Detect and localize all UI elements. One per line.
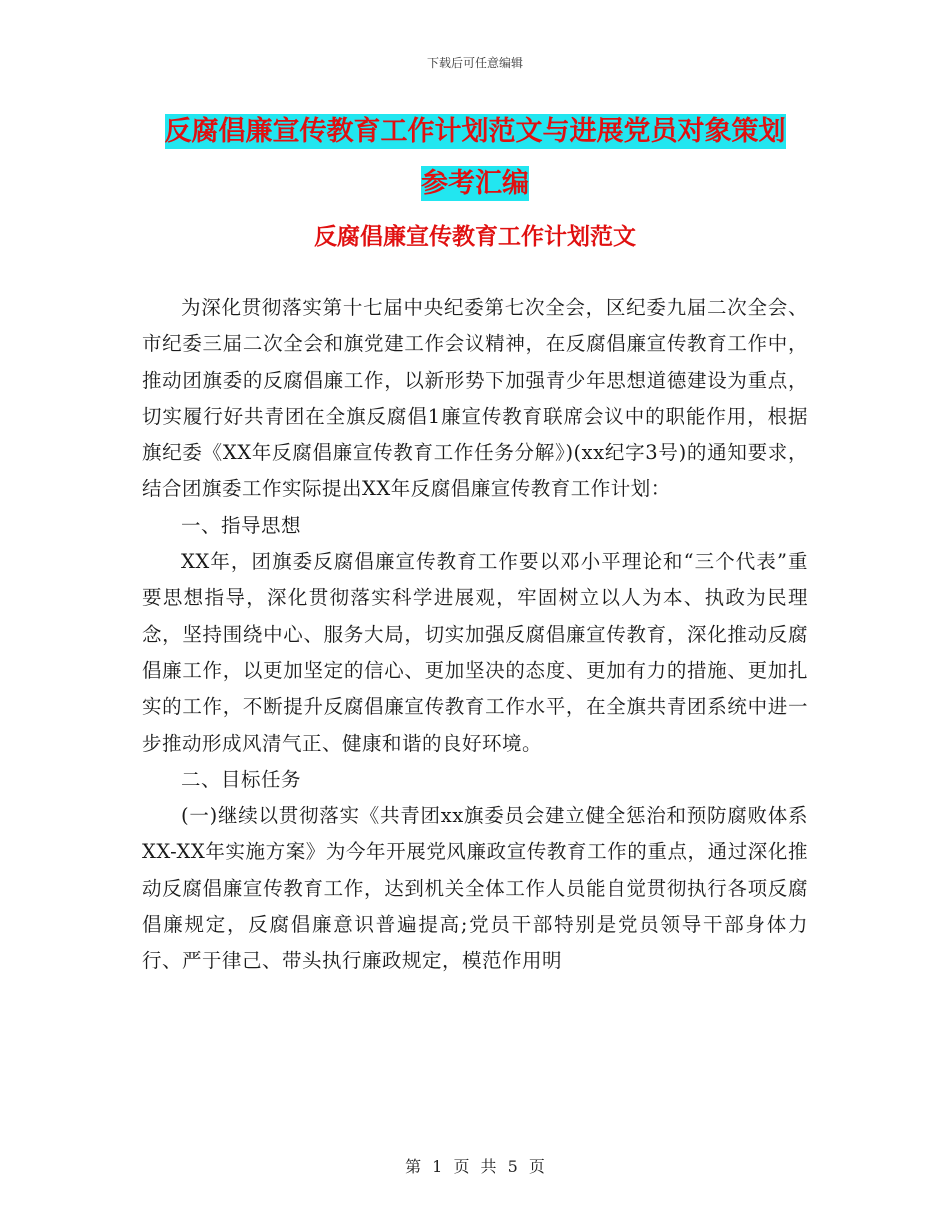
page-footer: 第 1 页 共 5 页 [405,1157,545,1176]
paragraph-goals-1: (一)继续以贯彻落实《共青团xx旗委员会建立健全惩治和预防腐败体系XX-XX年实施方案》为今年开展党风廉政宣传教育工作的重点，通过深化推动反腐倡廉宣传教育工作，达到机关全体工作人员能自觉贯彻执行各项反腐倡廉规定，反腐倡廉意识普遍提高;党员干部特别是党员领导干部身体力行、严于律己、带头执行廉政规定，模范作用明 [142,804,808,973]
heading-goals-tasks: 二、目标任务 [181,767,302,791]
document-body [142,290,808,980]
heading-guiding-ideology: 一、指导思想 [181,513,302,537]
main-title-line2: 参考汇编 [421,168,529,199]
section-title: 反腐倡廉宣传教育工作计划范文 [314,224,636,250]
paragraph-intro: 为深化贯彻落实第十七届中央纪委第七次全会，区纪委九届二次全会、市纪委三届二次全会和旗党建工作会议精神，在反腐倡廉宣传教育工作中，推动团旗委的反腐倡廉工作，以新形势下加强青少年思想道德建设为重点，切实履行好共青团在全旗反腐倡1廉宣传教育联席会议中的职能作用，根据旗纪委《XX年反腐倡廉宣传教育工作任务分解》)(xx纪字3号)的通知要求，结合团旗委工作实际提出XX年反腐倡廉宣传教育工作计划： [142,296,808,501]
header-note: 下载后可任意编辑 [426,56,523,70]
main-title [140,106,810,210]
paragraph-guiding-ideology: XX年，团旗委反腐倡廉宣传教育工作要以邓小平理论和“三个代表”重要思想指导，深化贯彻落实科学进展观，牢固树立以人为本、执政为民理念，坚持围绕中心、服务大局，切实加强反腐倡廉宣传教育，深化推动反腐倡廉工作，以更加坚定的信心、更加坚决的态度、更加有力的措施、更加扎实的工作，不断提升反腐倡廉宣传教育工作水平，在全旗共青团系统中进一步推动形成风清气正、健康和谐的良好环境。 [142,550,808,755]
main-title-line1: 反腐倡廉宣传教育工作计划范文与进展党员对象策划 [164,116,786,147]
